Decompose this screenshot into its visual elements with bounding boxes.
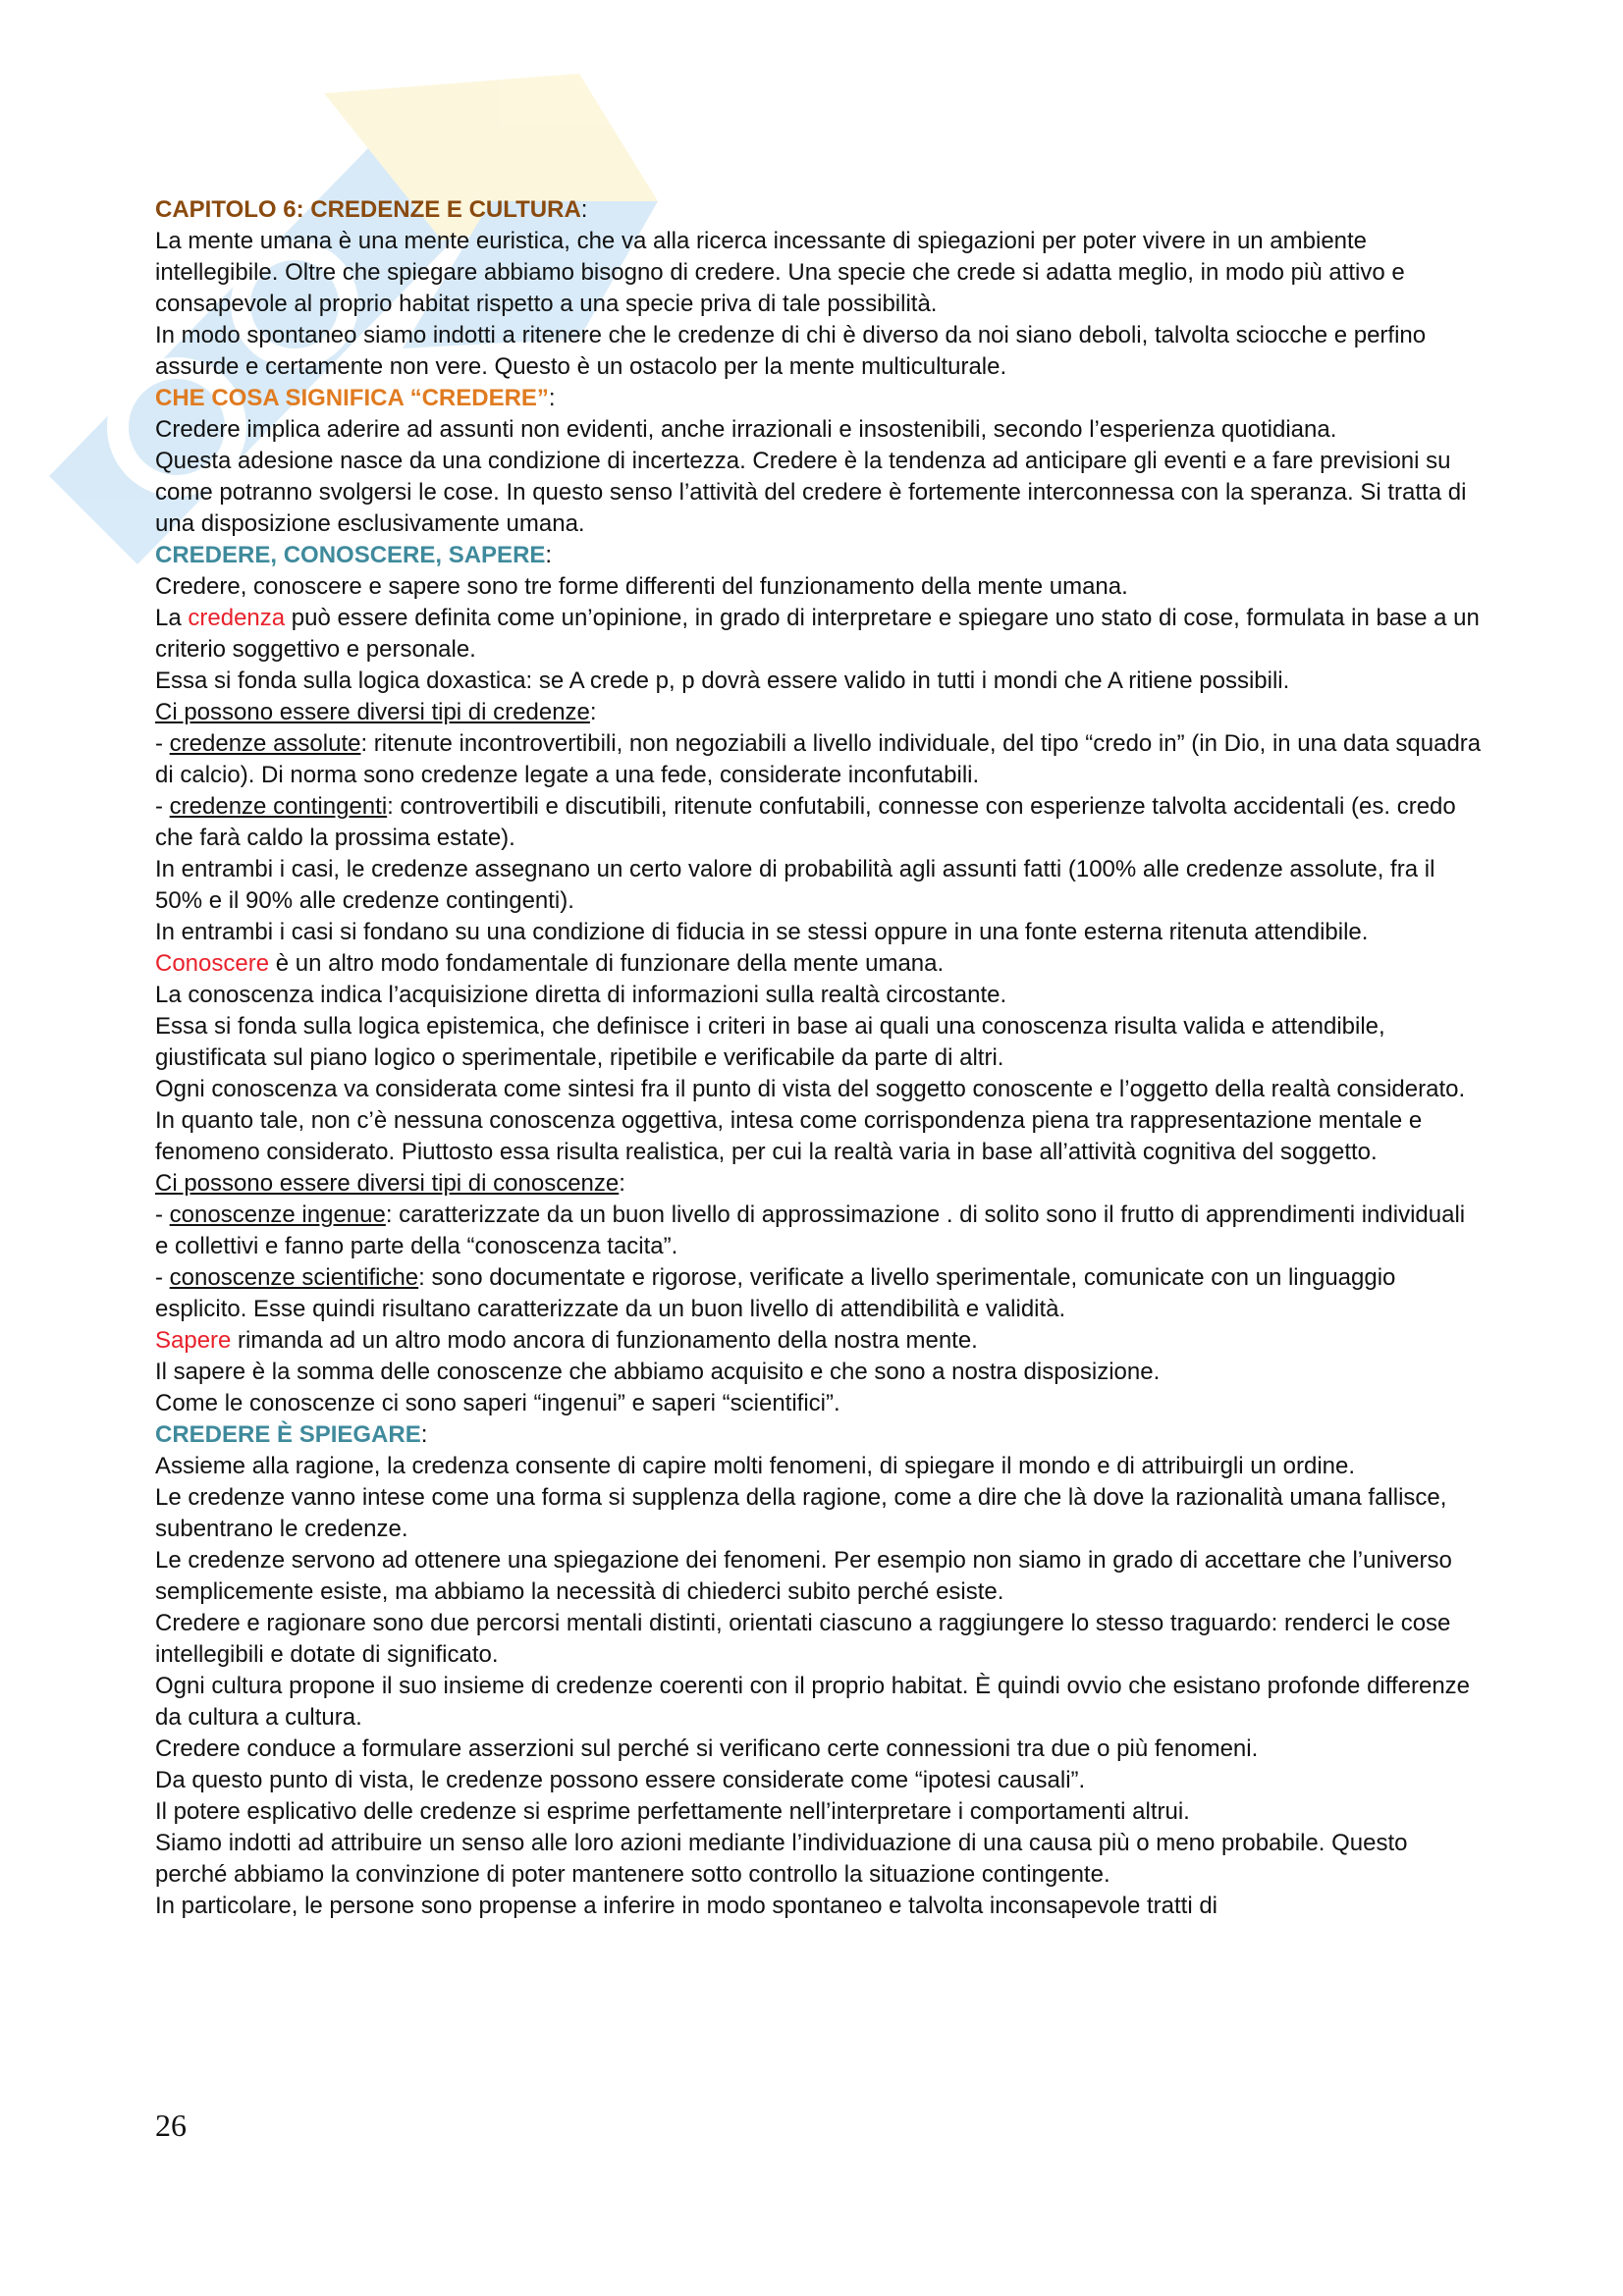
section-heading: CREDERE, CONOSCERE, SAPERE (155, 542, 546, 568)
keyword-credenza: credenza (188, 605, 286, 631)
chapter-heading: CAPITOLO 6: CREDENZE E CULTURA (155, 196, 581, 223)
paragraph: La credenza può essere definita come un’opinione, in grado di interpretare e spiegare uno stato di cose, formulata in base a un criterio soggettivo e personale. (155, 605, 1480, 663)
term: credenze contingenti (169, 793, 388, 820)
paragraph: Questa adesione nasce da una condizione di incertezza. Credere è la tendenza ad anticipare gli eventi e a fare previsioni su come potranno svolgersi le cose. In questo senso l’attività del credere è fortemente interconnessa con la speranza. Si tratta di una disposizione esclusivamente umana. (155, 448, 1467, 537)
list-item: - conoscenze ingenue: caratterizzate da un buon livello di approssimazione . di solito sono il frutto di apprendimenti individuali e collettivi e fanno parte della “conoscenza tacita”. (155, 1201, 1466, 1259)
paragraph: Ogni conoscenza va considerata come sintesi fra il punto di vista del soggetto conoscente e l’oggetto della realtà considerato. In quanto tale, non c’è nessuna conoscenza oggettiva, intesa come corrispondenza piena tra rappresentazione mentale e fenomeno considerato. Piuttosto essa risulta realistica, per cui la realtà varia in base all’attività cognitiva del soggetto. (155, 1076, 1466, 1165)
list-heading: Ci possono essere diversi tipi di credenze: (155, 699, 597, 725)
list-item: - credenze contingenti: controvertibili e discutibili, ritenute confutabili, connesse con esperienze talvolta accidentali (es. credo che farà caldo la prossima estate). (155, 793, 1456, 851)
paragraph: Credere conduce a formulare asserzioni sul perché si verificano certe connessioni tra due o più fenomeni. (155, 1735, 1259, 1762)
list-heading: Ci possono essere diversi tipi di conoscenze: (155, 1170, 625, 1197)
list-item: - credenze assolute: ritenute incontrovertibili, non negoziabili a livello individuale, del tipo “credo in” (in Dio, in una data squadra di calcio). Di norma sono credenze legate a una fede, considerate inconfutabili. (155, 730, 1482, 788)
paragraph: In modo spontaneo siamo indotti a ritenere che le credenze di chi è diverso da noi siano deboli, talvolta sciocche e perfino assurde e certamente non vere. Questo è un ostacolo per la mente multiculturale. (155, 322, 1427, 380)
paragraph: Le credenze vanno intese come una forma si supplenza della ragione, come a dire che là dove la razionalità umana fallisce, subentrano le credenze. (155, 1484, 1447, 1542)
paragraph: Come le conoscenze ci sono saperi “ingenui” e saperi “scientifici”. (155, 1390, 840, 1416)
paragraph: Sapere rimanda ad un altro modo ancora di funzionamento della nostra mente. (155, 1327, 978, 1354)
paragraph: In entrambi i casi, le credenze assegnano un certo valore di probabilità agli assunti fatti (100% alle credenze assolute, fra il 50% e il 90% alle credenze contingenti). (155, 856, 1435, 914)
paragraph: Da questo punto di vista, le credenze possono essere considerate come “ipotesi causali”. (155, 1767, 1086, 1793)
document-body (155, 194, 1483, 1922)
term: conoscenze scientifiche (169, 1264, 419, 1291)
keyword-conoscere: Conoscere (155, 950, 270, 977)
paragraph: Il sapere è la somma delle conoscenze che abbiamo acquisito e che sono a nostra disposizione. (155, 1359, 1161, 1385)
section-heading: CREDERE È SPIEGARE (155, 1421, 421, 1448)
paragraph: Conoscere è un altro modo fondamentale di funzionare della mente umana. (155, 950, 945, 977)
paragraph: Essa si fonda sulla logica epistemica, che definisce i criteri in base ai quali una conoscenza risulta valida e attendibile, giustificata sul piano logico o sperimentale, ripetibile e verificabile da parte di altri. (155, 1013, 1385, 1071)
paragraph: Assieme alla ragione, la credenza consente di capire molti fenomeni, di spiegare il mondo e di attribuirgli un ordine. (155, 1453, 1356, 1479)
paragraph: Siamo indotti ad attribuire un senso alle loro azioni mediante l’individuazione di una causa più o meno probabile. Questo perché abbiamo la convinzione di poter mantenere sotto controllo la situazione contingente. (155, 1830, 1408, 1888)
paragraph: La mente umana è una mente euristica, che va alla ricerca incessante di spiegazioni per poter vivere in un ambiente intellegibile. Oltre che spiegare abbiamo bisogno di credere. Una specie che crede si adatta meglio, in modo più attivo e consapevole al proprio habitat rispetto a una specie priva di tale possibilità. (155, 228, 1405, 317)
section-heading-line: CHE COSA SIGNIFICA “CREDERE”: (155, 385, 556, 411)
keyword-sapere: Sapere (155, 1327, 232, 1354)
section-heading-line: CREDERE È SPIEGARE: (155, 1421, 428, 1448)
page-number: 26 (155, 2108, 187, 2143)
paragraph: In entrambi i casi si fondano su una condizione di fiducia in se stessi oppure in una fonte esterna ritenuta attendibile. (155, 919, 1369, 945)
paragraph: Ogni cultura propone il suo insieme di credenze coerenti con il proprio habitat. È quindi ovvio che esistano profonde differenze da cultura a cultura. (155, 1673, 1471, 1731)
section-heading-line: CAPITOLO 6: CREDENZE E CULTURA: (155, 196, 588, 223)
section-heading-line: CREDERE, CONOSCERE, SAPERE: (155, 542, 553, 568)
paragraph: La conoscenza indica l’acquisizione diretta di informazioni sulla realtà circostante. (155, 982, 1007, 1008)
list-item: - conoscenze scientifiche: sono documentate e rigorose, verificate a livello sperimentale, comunicate con un linguaggio esplicito. Esse quindi risultano caratterizzate da un buon livello di attendibilità e validità. (155, 1264, 1396, 1322)
paragraph: Essa si fonda sulla logica doxastica: se A crede p, p dovrà essere valido in tutti i mondi che A ritiene possibili. (155, 667, 1290, 694)
paragraph: Credere implica aderire ad assunti non evidenti, anche irrazionali e insostenibili, secondo l’esperienza quotidiana. (155, 416, 1337, 443)
section-heading: CHE COSA SIGNIFICA “CREDERE” (155, 385, 549, 411)
paragraph: Le credenze servono ad ottenere una spiegazione dei fenomeni. Per esempio non siamo in grado di accettare che l’universo semplicemente esiste, ma abbiamo la necessità di chiederci subito perché esiste. (155, 1547, 1452, 1605)
paragraph: Credere e ragionare sono due percorsi mentali distinti, orientati ciascuno a raggiungere lo stesso traguardo: renderci le cose intellegibili e dotate di significato. (155, 1610, 1451, 1668)
paragraph: Il potere esplicativo delle credenze si esprime perfettamente nell’interpretare i comportamenti altrui. (155, 1798, 1190, 1825)
term: credenze assolute (169, 730, 361, 757)
paragraph: In particolare, le persone sono propense a inferire in modo spontaneo e talvolta inconsapevole tratti di (155, 1893, 1218, 1919)
paragraph: Credere, conoscere e sapere sono tre forme differenti del funzionamento della mente umana. (155, 573, 1128, 600)
term: conoscenze ingenue (169, 1201, 386, 1228)
